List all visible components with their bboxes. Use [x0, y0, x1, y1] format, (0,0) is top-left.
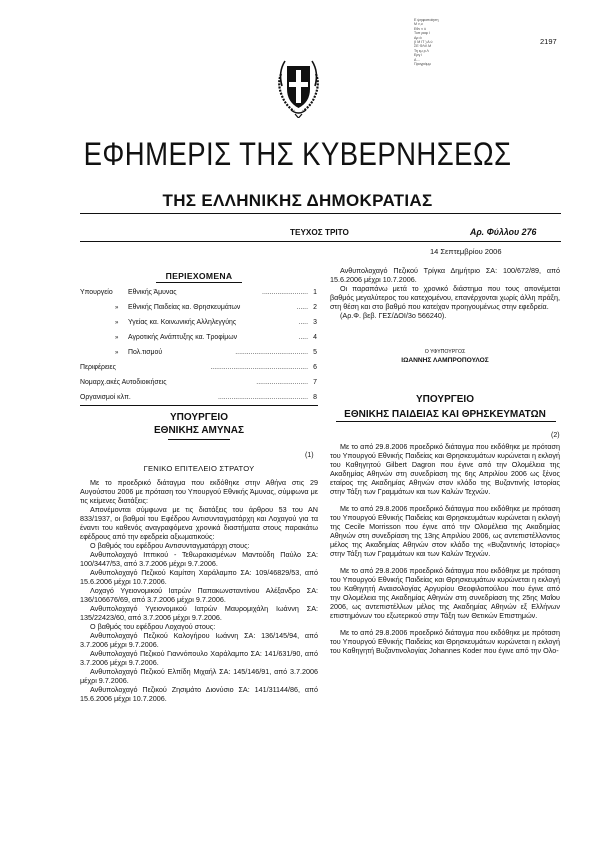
paragraph: Ανθυπολοχαγό Πεζικού Τρίγκα Δημήτριο ΣΑ: 100/672/89, από 15.6.2006 μέχρι 10.7.2006.	[330, 266, 560, 284]
toc-item: ........................... Νομαρχ.ακές Αυτοδιοικήσεις 7	[80, 379, 317, 386]
page-number: 2197	[540, 37, 557, 46]
paragraph: Ανθυπολοχαγό Πεζικού Ελπίδη Μιχαήλ ΣΑ: 145/146/91, από 3.7.2006 μέχρι 9.7.2006.	[80, 667, 318, 685]
ministry-heading-education	[330, 392, 560, 422]
paragraph: Με το προεδρικό διάταγμα που εκδόθηκε στην Αθήνα στις 29 Αυγούστου 2006 με πρόταση του Υπουργού Εθνικής Άμυνας, σύμφωνα με τις κείμενες διατάξεις:	[80, 478, 318, 505]
stamp-line: ΣΕ ΦΛΛ Μ	[414, 44, 432, 49]
paragraph: Ο βαθμός του εφέδρου Αντισυνταγματάρχη στους:	[90, 541, 250, 550]
ministry-line: ΕΘΝΙΚΗΣ ΠΑΙΔΕΙΑΣ ΚΑΙ ΘΡΗΣΚΕΥΜΑΤΩΝ	[344, 409, 546, 420]
toc-item: ..... » Υγείας κα. Κοινωνικής Αλληλεγγύης 3	[115, 319, 317, 326]
paragraph: Ο βαθμός του εφέδρου Λοχαγού στους:	[90, 622, 216, 631]
stamp-line: Α ...	[414, 57, 421, 62]
paragraph: Απονέμονται σύμφωνα με τις διατάξεις του άρθρου 53 του ΑΝ 833/1937, οι βαθμοί του Εφέδρου Αντισυνταγματάρχη και Λοχαγού για τα έναντι του καθενός αναγραφόμενα χρονικά διαστήματα στους παρακάτω εφέδρους από την εφεδρεία αξιωματικούς:	[80, 505, 318, 541]
coat-of-arms-icon	[276, 56, 321, 118]
paragraph: Ανθυπολοχαγό Υγειονομικού Ιατρών Μαυρομιχάλη Ιωάννη ΣΑ: 135/22423/60, από 3.7.2006 μέχρι 9.7.2006.	[80, 604, 318, 622]
paragraph: Ανθυπολοχαγό Πεζικού Γιαννόπουλο Χαράλαμπο ΣΑ: 141/631/90, από 3.7.2006 μέχρι 9.7.2006.	[80, 649, 318, 667]
staff-heading: ΓΕΝΙΚΟ ΕΠΙΤΕΛΕΙΟ ΣΤΡΑΤΟΥ	[143, 464, 255, 473]
ministry-line: ΕΘΝΙΚΗΣ ΑΜΥΝΑΣ	[154, 425, 244, 436]
gazette-subtitle: ΤΗΣ ΕΛΛΗΝΙΚΗΣ ΔΗΜΟΚΡΑΤΙΑΣ	[162, 191, 433, 210]
header-rule	[80, 213, 561, 214]
stamp-line: Ε ψηφιοποίηση	[414, 18, 439, 22]
ministry-underline	[168, 439, 230, 440]
paragraph: Οι παραπάνω μετά το χρονικό διάστημα που τους απονέμεται βαθμός μεγαλύτερος του κατεχομένου, επανέρχονται χωρίς άλλη πράξη, στη θέση και στο βαθμό που κατείχαν προηγουμένως στην εφεδρεία.	[330, 284, 560, 311]
sheet-number: Αρ. Φύλλου 276	[470, 227, 537, 237]
toc-item: ...................................... » Πολ.τισμού 5	[115, 349, 317, 356]
paragraph: Ανθυπολοχαγό Πεζικού Καμίτση Χαράλαμπο ΣΑ: 109/46829/53, από 15.6.2006 μέχρι 10.7.2006.	[80, 568, 318, 586]
decision-number: (1)	[305, 452, 314, 459]
paragraph: Με το από 29.8.2006 προεδρικό διάταγμα που εκδόθηκε με πρόταση του Υπουργού Εθνικής Παιδείας και Θρησκευμάτων κυρώνεται η εκλογή του Καθηγητού Gilbert Dagron που έγινε από την Ολομέλεια της Ακαδημίας Αθηνών στη συνεδρίαση της 6ης Απριλίου 2006 ως ξένος εταίρος της Ακαδημίας Αθηνών στον κλάδο της Βυζαντινής Ιστορίας στην Τάξη των Γραμμάτων και των Καλών Τεχνών.	[330, 442, 560, 496]
decision-number: (2)	[551, 432, 560, 439]
stamp-line: Εθν ν ύ	[414, 26, 426, 31]
paragraph: Ανθυπολοχαγό Πεζικού Καλογήρου Ιωάννη ΣΑ: 136/145/94, από 3.7.2006 μέχρι 9.7.2006.	[80, 631, 318, 649]
stamp-line: Μ ν,υ	[414, 22, 423, 27]
stamp-line: Προγράμμ	[414, 62, 431, 67]
toc-bottom-rule	[80, 405, 318, 406]
digitization-stamp	[414, 18, 476, 66]
toc-item: ..... » Αγροτικής Ανάπτυξης κα. Τροφίμων 4	[115, 334, 317, 341]
gazette-title: ΕΦΗΜΕΡΙΣ ΤΗΣ ΚΥΒΕΡΝΗΣΕΩΣ	[83, 136, 512, 172]
stamp-line: Αρ ά	[414, 35, 422, 40]
paragraph: Ανθυπολοχαγό Πεζικού Ζησιμάτο Διονύσιο ΣΑ: 141/31144/86, από 15.6.2006 μέχρι 10.7.2006.	[80, 685, 318, 703]
ministry-underline	[336, 421, 556, 422]
paragraph: Με το από 29.8.2006 προεδρικό διάταγμα που εκδόθηκε με πρόταση του Υπουργού Εθνικής Παιδείας και Θρησκευμάτων κυρώνεται η εκλογή του Καθηγητή Βυζαντινολογίας Johannes Koder που έγινε από την Ολο-	[330, 628, 560, 655]
ministry-line: ΥΠΟΥΡΓΕΙΟ	[170, 412, 228, 423]
toc-heading: ΠΕΡΙΕΧΟΜΕΝΑ	[165, 271, 233, 281]
paragraph: Με το από 29.8.2006 προεδρικό διάταγμα που εκδόθηκε με πρόταση του Υπουργού Εθνικής Παιδείας και Θρησκευμάτων κυρώνεται η εκλογή της Cecile Morrisson που έγινε από την Ολομέλεια της Ακαδημίας Αθηνών στη συνεδρίαση της 13ης Απριλίου 2006, ως αντεπιστέλλοντος μέλος της Ακαδημίας Αθηνών στον κλάδο της «Βυζαντινής Ιστορίας» στην Τάξη των Γραμμάτων και των Καλών Τεχνών.	[330, 504, 560, 558]
paragraph: Ανθυπολοχαγό Ιππικού - Τεθωρακισμένων Μαντούδη Παύλο ΣΑ: 100/3447/53, από 3.7.2006 μέχρι 9.7.2006.	[80, 550, 318, 568]
issue-label: ΤΕΥΧΟΣ ΤΡΙΤΟ	[290, 228, 349, 237]
header-rule-bottom	[80, 241, 561, 242]
toc-heading-underline	[156, 282, 242, 283]
toc-item: ...... » Εθνικής Παιδείας κα. Θρησκευμάτων 2	[115, 304, 317, 311]
right-column-top	[330, 266, 560, 320]
toc-item: ................................................... Περιφέρειες 6	[80, 364, 317, 371]
stamp-line: Τυπ ραφ ί	[414, 31, 430, 36]
toc-item: ............................................... Οργανισμοί κλπ. 8	[80, 394, 317, 401]
ministry-heading-defence	[80, 411, 318, 437]
toc-item: ........................ Υπουργείο Εθνικής Άμυνας 1	[80, 289, 317, 296]
signer-title: Ο ΥΦΥΠΟΥΡΓΟΣ	[424, 349, 466, 355]
paragraph: Με το από 29.8.2006 προεδρικό διάταγμα που εκδόθηκε με πρόταση του Υπουργού Εθνικής Παιδείας και Θρησκευμάτων κυρώνεται η εκλογή του Καθηγητή Αναισολογίας Αργυρίου Θεοφιλοπούλου που έγινε από την Ολομέλεια της Ακαδημίας Αθηνών στη συνεδρίαση της 25ης Μαΐου 2006, ως αντεπιστέλλων μέλος της Ακαδημίας Αθηνών εξ Ελλήνων επιστημόνων του εξωτερικού στην Τάξη των Θετικών Επιστημών.	[330, 566, 560, 620]
right-column-body	[330, 442, 560, 655]
stamp-line: (Ι Μ ΙΤ ) Α ύ	[414, 40, 433, 45]
stamp-line: Εργ ί	[414, 53, 423, 58]
paragraph: Λοχαγό Υγειονομικού Ιατρών Παπακωνσταντίνου Αλέξανδρο ΣΑ: 136/106676/69, από 3.7.2006 μέχρι 9.7.2006.	[80, 586, 318, 604]
signer-name: ΙΩΑΝΝΗΣ ΛΑΜΠΡΟΠΟΥΛΟΣ	[401, 357, 489, 364]
stamp-line: Τη εμ ρ Λ	[414, 48, 429, 53]
ministry-line: ΥΠΟΥΡΓΕΙΟ	[416, 394, 474, 405]
left-column-body	[80, 478, 318, 703]
paragraph: (Αρ.Φ. βεβ. ΓΕΣ/ΔΟΙ/3ο 566240).	[340, 311, 447, 320]
issue-date: 14 Σεπτεμβρίου 2006	[430, 247, 502, 256]
